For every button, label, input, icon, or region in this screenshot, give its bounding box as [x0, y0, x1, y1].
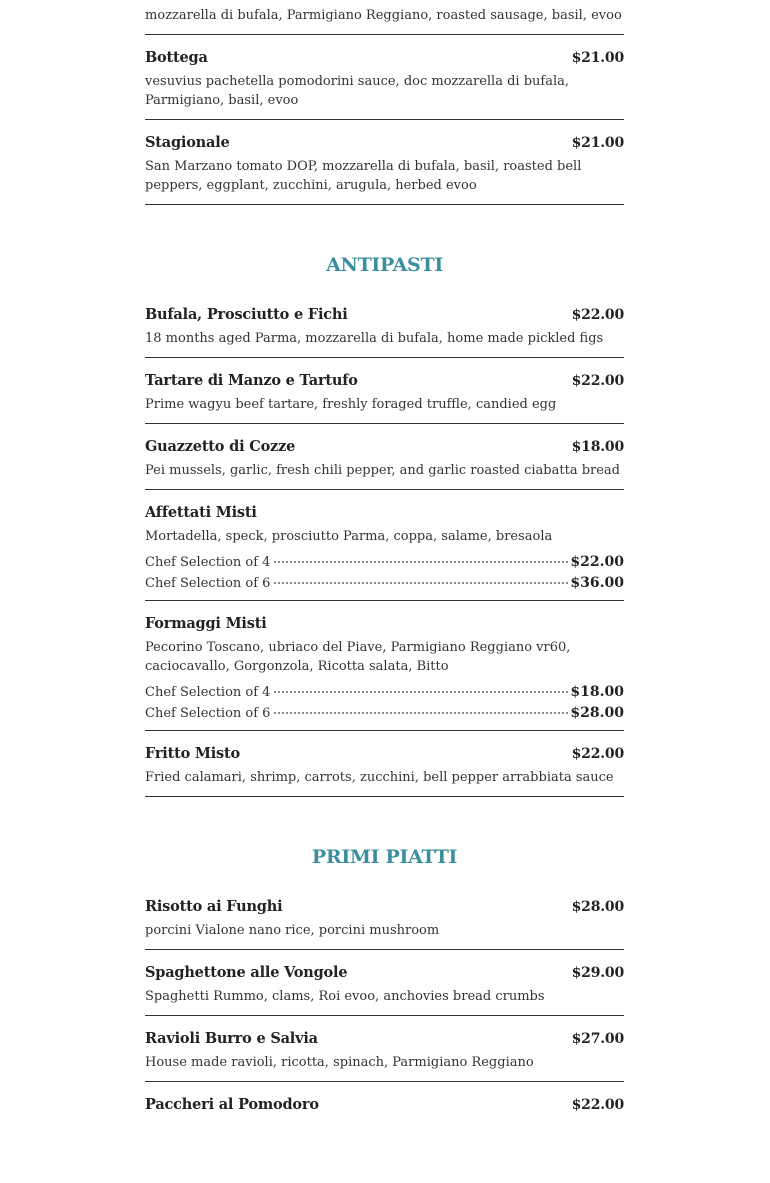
item-price: $21.00 [571, 135, 624, 151]
menu-item [145, 731, 624, 797]
section-title-primi: PRIMI PIATTI [311, 846, 458, 868]
item-name: Bufala, Prosciutto e Fichi [145, 306, 348, 323]
item-description: Mortadella, speck, prosciutto Parma, coppa, salame, bresaola [145, 529, 553, 544]
menu-item [145, 1016, 624, 1082]
option-price: $36.00 [570, 575, 624, 591]
item-description: Prime wagyu beef tartare, freshly foraged truffle, candied egg [145, 397, 557, 412]
menu-item [145, 950, 624, 1016]
item-name: Affettati Misti [145, 504, 257, 521]
option-row [145, 682, 624, 703]
item-description: mozzarella di bufala, Parmigiano Reggiano, roasted sausage, basil, evoo [145, 8, 622, 23]
option-price: $22.00 [570, 554, 624, 570]
option-price: $18.00 [570, 684, 624, 700]
item-name: Bottega [145, 49, 208, 66]
item-name: Risotto ai Funghi [145, 898, 283, 915]
item-description: 18 months aged Parma, mozzarella di bufala, home made pickled figs [145, 331, 604, 346]
menu-item [145, 601, 624, 731]
item-description: vesuvius pachetella pomodorini sauce, doc mozzarella di bufala, Parmigiano, basil, evoo [145, 74, 569, 108]
option-label: Chef Selection of 6 [145, 576, 271, 591]
item-price: $28.00 [571, 899, 624, 915]
item-price: $22.00 [571, 373, 624, 389]
option-row [145, 552, 624, 573]
item-description: Spaghetti Rummo, clams, Roi evoo, anchovies bread crumbs [145, 989, 545, 1004]
item-price: $27.00 [571, 1031, 624, 1047]
item-description: Fried calamari, shrimp, carrots, zucchini, bell pepper arrabbiata sauce [145, 770, 614, 785]
item-description: San Marzano tomato DOP, mozzarella di bufala, basil, roasted bell peppers, eggplant, zucchini, arugula, herbed evoo [145, 159, 582, 193]
item-description: Pecorino Toscano, ubriaco del Piave, Parmigiano Reggiano vr60, caciocavallo, Gorgonzola, Ricotta salata, Bitto [145, 640, 571, 674]
option-label: Chef Selection of 6 [145, 706, 271, 721]
item-description: Pei mussels, garlic, fresh chili pepper, and garlic roasted ciabatta bread [145, 463, 621, 478]
menu [145, 0, 624, 1122]
dot-leader [274, 691, 568, 693]
item-price: $22.00 [571, 746, 624, 762]
menu-item [145, 0, 624, 35]
option-price: $28.00 [570, 705, 624, 721]
item-name: Formaggi Misti [145, 615, 267, 632]
item-description: House made ravioli, ricotta, spinach, Parmigiano Reggiano [145, 1055, 534, 1070]
menu-item [145, 306, 624, 358]
item-name: Guazzetto di Cozze [145, 438, 296, 455]
item-price: $18.00 [571, 439, 624, 455]
menu-item [145, 490, 624, 601]
dot-leader [274, 561, 568, 563]
item-description: porcini Vialone nano rice, porcini mushroom [145, 923, 440, 938]
item-name: Tartare di Manzo e Tartufo [145, 372, 358, 389]
item-price: $21.00 [571, 50, 624, 66]
menu-item [145, 358, 624, 424]
dot-leader [274, 582, 568, 584]
menu-item [145, 424, 624, 490]
option-row [145, 703, 624, 724]
item-name: Paccheri al Pomodoro [145, 1096, 319, 1113]
item-name: Fritto Misto [145, 745, 240, 762]
option-row [145, 573, 624, 594]
item-name: Spaghettone alle Vongole [145, 964, 348, 981]
item-name: Ravioli Burro e Salvia [145, 1030, 318, 1047]
item-price: $29.00 [571, 965, 624, 981]
menu-item [145, 35, 624, 120]
item-name: Stagionale [145, 134, 230, 151]
option-label: Chef Selection of 4 [145, 555, 271, 570]
item-price: $22.00 [571, 1097, 624, 1113]
menu-item [145, 1082, 624, 1122]
item-price: $22.00 [571, 307, 624, 323]
menu-item [145, 120, 624, 205]
menu-item [145, 898, 624, 950]
section-title-antipasti: ANTIPASTI [326, 254, 443, 276]
option-label: Chef Selection of 4 [145, 685, 271, 700]
dot-leader [274, 712, 568, 714]
